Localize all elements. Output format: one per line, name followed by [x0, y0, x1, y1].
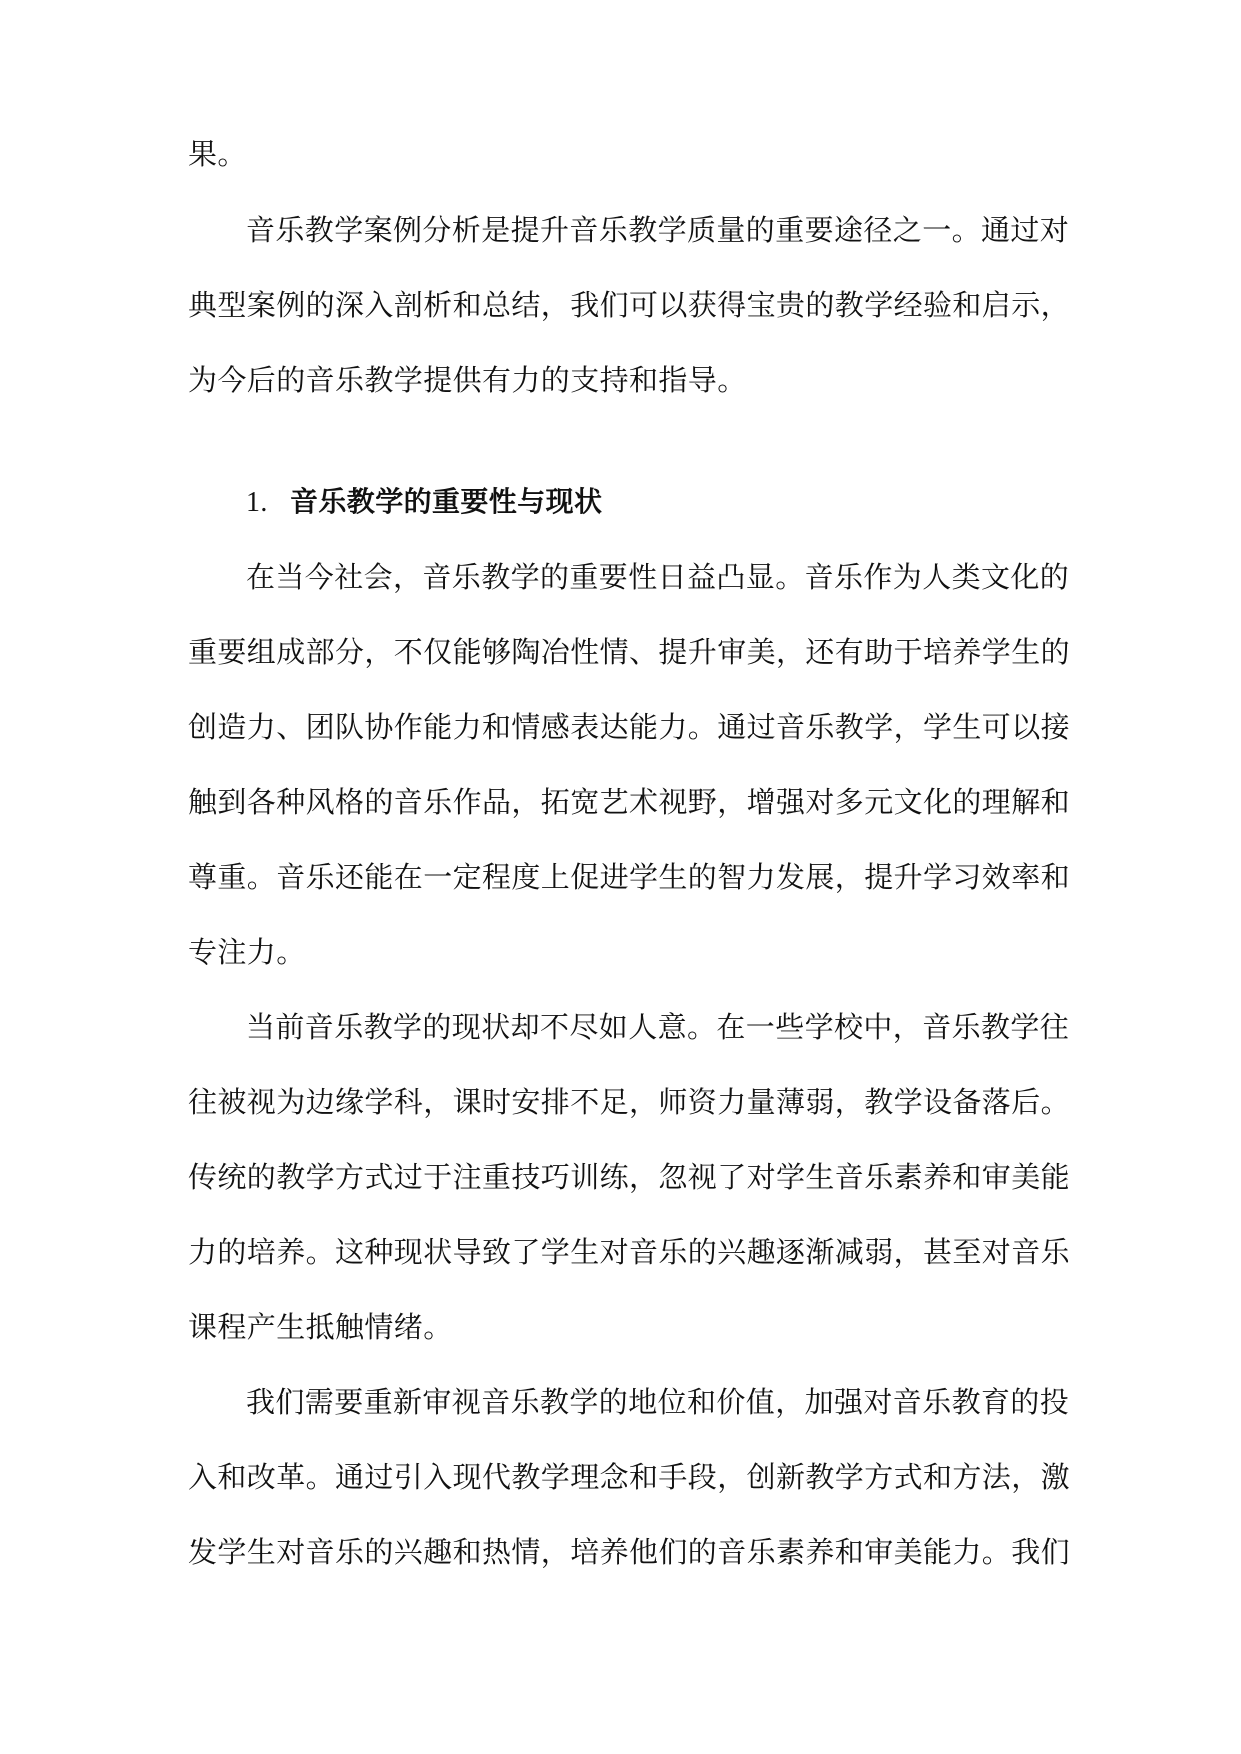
- paragraph-line: 重要组成部分，不仅能够陶冶性情、提升审美，还有助于培养学生的: [188, 635, 1071, 669]
- paragraph-line: 入和改革。通过引入现代教学理念和手段，创新教学方式和方法，激: [188, 1460, 1071, 1494]
- paragraph-line: 果。: [188, 137, 247, 171]
- paragraph-line: 尊重。音乐还能在一定程度上促进学生的智力发展，提升学习效率和: [188, 860, 1071, 894]
- section-heading: [246, 482, 946, 522]
- paragraph-line: 当前音乐教学的现状却不尽如人意。在一些学校中，音乐教学往: [246, 1010, 1070, 1044]
- paragraph-line: 创造力、团队协作能力和情感表达能力。通过音乐教学，学生可以接: [188, 710, 1071, 744]
- paragraph-line: 往被视为边缘学科，课时安排不足，师资力量薄弱，教学设备落后。: [188, 1085, 1071, 1119]
- paragraph-line: 触到各种风格的音乐作品，拓宽艺术视野，增强对多元文化的理解和: [188, 785, 1071, 819]
- paragraph-line: 音乐教学案例分析是提升音乐教学质量的重要途径之一。通过对: [246, 213, 1070, 247]
- paragraph-line: 发学生对音乐的兴趣和热情，培养他们的音乐素养和审美能力。我们: [188, 1535, 1071, 1569]
- section-heading-number: 1.: [246, 487, 268, 518]
- section-heading-title: 音乐教学的重要性与现状: [290, 485, 603, 518]
- paragraph-line: 课程产生抵触情绪。: [188, 1310, 453, 1344]
- paragraph-line: 为今后的音乐教学提供有力的支持和指导。: [188, 363, 747, 397]
- paragraph-line: 我们需要重新审视音乐教学的地位和价值，加强对音乐教育的投: [246, 1385, 1070, 1419]
- paragraph-line: 专注力。: [188, 935, 306, 969]
- paragraph-line: 传统的教学方式过于注重技巧训练，忽视了对学生音乐素养和审美能: [188, 1160, 1071, 1194]
- paragraph-line: 典型案例的深入剖析和总结，我们可以获得宝贵的教学经验和启示，: [188, 288, 1071, 322]
- paragraph-line: 力的培养。这种现状导致了学生对音乐的兴趣逐渐减弱，甚至对音乐: [188, 1235, 1071, 1269]
- paragraph-line: 在当今社会，音乐教学的重要性日益凸显。音乐作为人类文化的: [246, 560, 1070, 594]
